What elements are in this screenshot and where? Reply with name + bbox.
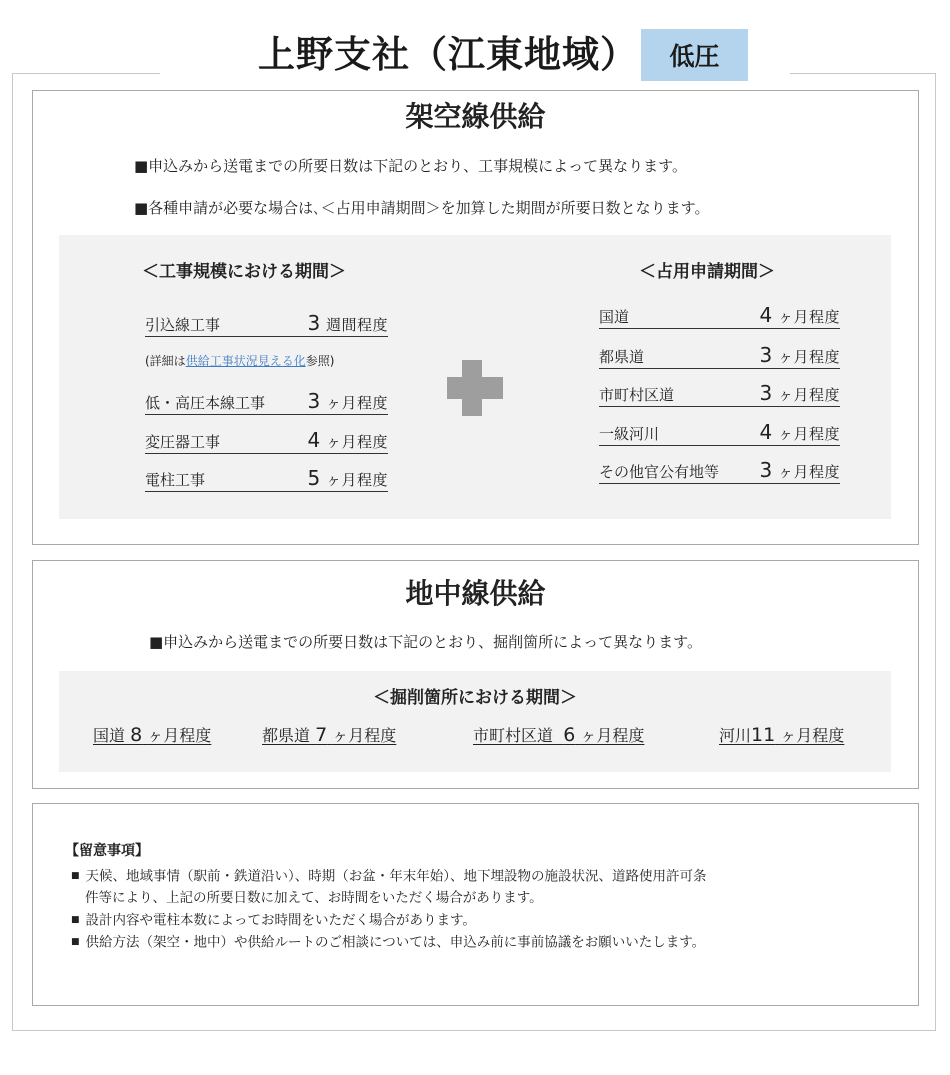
note-item	[71, 866, 707, 888]
item-label: 河川	[719, 726, 752, 745]
row-unit: ヶ月程度	[777, 463, 840, 481]
row-label: 国道	[599, 308, 630, 326]
row-label: 変圧器工事	[145, 433, 221, 451]
note-item	[71, 932, 705, 954]
item-unit: ヶ月程度	[147, 726, 212, 745]
bullet-icon: ■	[71, 915, 80, 925]
row-unit: ヶ月程度	[777, 308, 840, 326]
row-label: その他官公有地等	[599, 463, 720, 481]
item-number: 8	[130, 724, 143, 746]
occupancy-row[interactable]	[599, 343, 840, 369]
bullet-icon: ■	[71, 937, 80, 947]
row-number: 3	[307, 311, 321, 335]
note-text: 供給方法（架空・地中）や供給ルートのご相談については、申込み前に事前協議をお願いいたします。	[85, 934, 706, 951]
construction-detail	[145, 352, 334, 369]
occupancy-row[interactable]	[599, 420, 840, 446]
note-text: 件等により、上記の所要日数に加えて、お時間をいただく場合があります。	[85, 890, 543, 906]
item-number: 11	[751, 724, 776, 746]
overhead-title: 架空線供給	[405, 100, 546, 133]
note-text: 天候、地域事情（駅前・鉄道沿い）、時期（お盆・年末年始）、地下埋設物の施設状況、道路使用許可条	[85, 868, 707, 885]
construction-row[interactable]	[145, 466, 388, 492]
note-text: 設計内容や電柱本数によってお時間をいただく場合があります。	[85, 912, 476, 929]
row-unit: ヶ月程度	[325, 394, 388, 412]
page-title: 上野支社（江東地域）	[258, 33, 638, 76]
item-number: 6	[563, 724, 576, 746]
notes-heading: 【留意事項】	[65, 843, 149, 859]
occupancy-row[interactable]	[599, 303, 840, 329]
row-number: 3	[759, 381, 773, 405]
row-number: 4	[307, 428, 321, 452]
overhead-note-1: ■申込みから送電までの所要日数は下記のとおり、工事規模によって異なります。	[134, 157, 687, 175]
excavation-panel	[59, 671, 891, 772]
note-item	[71, 910, 476, 932]
row-unit: 週間程度	[325, 316, 388, 334]
underground-supply-section	[32, 560, 919, 789]
row-number: 3	[759, 343, 773, 367]
row-unit: ヶ月程度	[325, 471, 388, 489]
item-unit: ヶ月程度	[780, 726, 845, 745]
row-number: 5	[307, 466, 321, 490]
row-unit: ヶ月程度	[777, 386, 840, 404]
detail-suffix: 参照)	[305, 354, 335, 368]
overhead-supply-section	[32, 90, 919, 545]
visibility-link[interactable]: 供給工事状況見える化	[185, 354, 306, 368]
item-label: 都県道	[262, 726, 311, 745]
item-label: 市町村区道	[473, 726, 554, 745]
construction-row[interactable]	[145, 311, 388, 337]
row-number: 4	[759, 420, 773, 444]
excavation-item[interactable]	[262, 723, 396, 746]
voltage-badge: 低圧	[641, 29, 748, 81]
row-label: 引込線工事	[145, 316, 221, 334]
row-label: 低・高圧本線工事	[145, 394, 266, 412]
item-label: 国道	[93, 726, 126, 745]
underground-title: 地中線供給	[405, 577, 546, 610]
item-unit: ヶ月程度	[332, 726, 397, 745]
construction-row[interactable]	[145, 389, 388, 415]
row-unit: ヶ月程度	[777, 348, 840, 366]
overhead-note-2: ■各種申請が必要な場合は､＜占用申請期間＞を加算した期間が所要日数となります。	[134, 199, 710, 217]
plus-icon-bar	[447, 377, 503, 399]
notes-section	[32, 803, 919, 1006]
note-item-continuation	[85, 888, 543, 909]
row-number: 3	[759, 458, 773, 482]
row-label: 市町村区道	[599, 386, 675, 404]
row-label: 一級河川	[599, 425, 660, 443]
excavation-item[interactable]	[93, 723, 211, 746]
item-unit: ヶ月程度	[580, 726, 645, 745]
row-number: 3	[307, 389, 321, 413]
row-unit: ヶ月程度	[325, 433, 388, 451]
construction-row[interactable]	[145, 428, 388, 454]
occupancy-row[interactable]	[599, 381, 840, 407]
row-label: 都県道	[599, 348, 645, 366]
occupancy-heading: ＜占用申請期間＞	[639, 262, 775, 282]
excavation-heading: ＜掘削箇所における期間＞	[373, 688, 577, 708]
excavation-item[interactable]	[719, 723, 844, 746]
occupancy-row[interactable]	[599, 458, 840, 484]
row-unit: ヶ月程度	[777, 425, 840, 443]
bullet-icon: ■	[71, 871, 80, 881]
detail-prefix: (詳細は	[145, 354, 186, 368]
construction-heading: ＜工事規模における期間＞	[142, 262, 346, 282]
row-label: 電柱工事	[145, 471, 206, 489]
row-number: 4	[759, 303, 773, 327]
excavation-item[interactable]	[473, 723, 644, 746]
item-number: 7	[315, 724, 328, 746]
underground-note: ■申込みから送電までの所要日数は下記のとおり、掘削箇所によって異なります。	[149, 633, 702, 651]
